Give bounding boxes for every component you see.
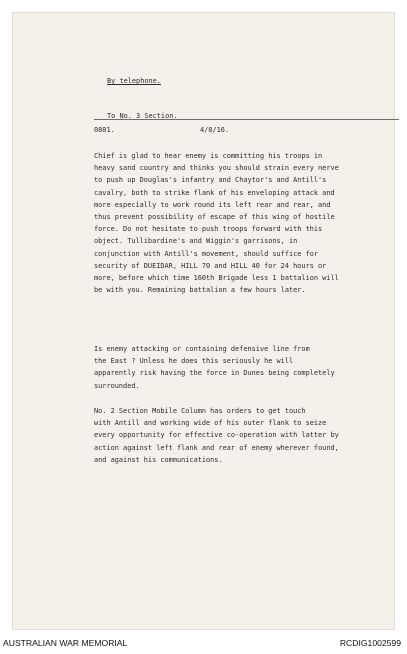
addressee-line: To No. 3 Section. bbox=[107, 112, 178, 120]
text-line: action against left flank and rear of enemy wherever found, bbox=[94, 443, 339, 452]
text-line: object. Tullibardine's and Wiggin's garrisons, in bbox=[94, 237, 298, 246]
text-line: with Antill and working wide of his outer flank to seize bbox=[94, 419, 327, 428]
text-line: more especially to work round its left rear and rear, and bbox=[94, 200, 331, 209]
paragraph-2 bbox=[94, 343, 394, 392]
text-line: the East ? Unless he does this seriously he will bbox=[94, 357, 294, 366]
paragraph-1 bbox=[94, 150, 394, 296]
message-number: 0801. bbox=[94, 126, 115, 134]
header-divider bbox=[94, 119, 399, 120]
text-line: be with you. Remaining battalion a few hours later. bbox=[94, 286, 306, 295]
footer-record-id: RCDIG1002599 bbox=[339, 638, 401, 648]
text-line: force. Do not hesitate to push troops forward with this bbox=[94, 225, 323, 234]
text-line: and against his communications. bbox=[94, 455, 223, 464]
text-line: Chief is glad to hear enemy is committing his troops in bbox=[94, 152, 323, 160]
document-page bbox=[12, 12, 395, 630]
text-line: security of DUEIDAR, HILL 70 and HILL 40 for 24 hours or bbox=[94, 261, 327, 270]
text-line: heavy sand country and thinks you should strain every nerve bbox=[94, 164, 339, 173]
text-line: Is enemy attacking or containing defensive line from bbox=[94, 345, 310, 353]
text-line: more, before which time 160th Brigade less 1 battalion will bbox=[94, 274, 339, 283]
message-date: 4/8/16. bbox=[200, 126, 230, 134]
text-line: conjunction with Antill's movement, should suffice for bbox=[94, 249, 319, 258]
text-line: surrounded. bbox=[94, 381, 140, 390]
text-line: every opportunity for effective co-operation with latter by bbox=[94, 431, 339, 440]
text-line: cavalry, both to strike flank of his enveloping attack and bbox=[94, 188, 335, 197]
text-line: apparently risk having the force in Dunes being completely bbox=[94, 369, 335, 378]
text-line: to push up Douglas's infantry and Chaytor's and Antill's bbox=[94, 176, 327, 185]
document-heading: By telephone. bbox=[107, 77, 161, 85]
text-line: thus prevent possibility of escape of this wing of hostile bbox=[94, 213, 335, 222]
text-line: No. 2 Section Mobile Column has orders to get touch bbox=[94, 407, 306, 415]
footer-institution: AUSTRALIAN WAR MEMORIAL bbox=[3, 638, 128, 648]
paragraph-3 bbox=[94, 405, 394, 466]
